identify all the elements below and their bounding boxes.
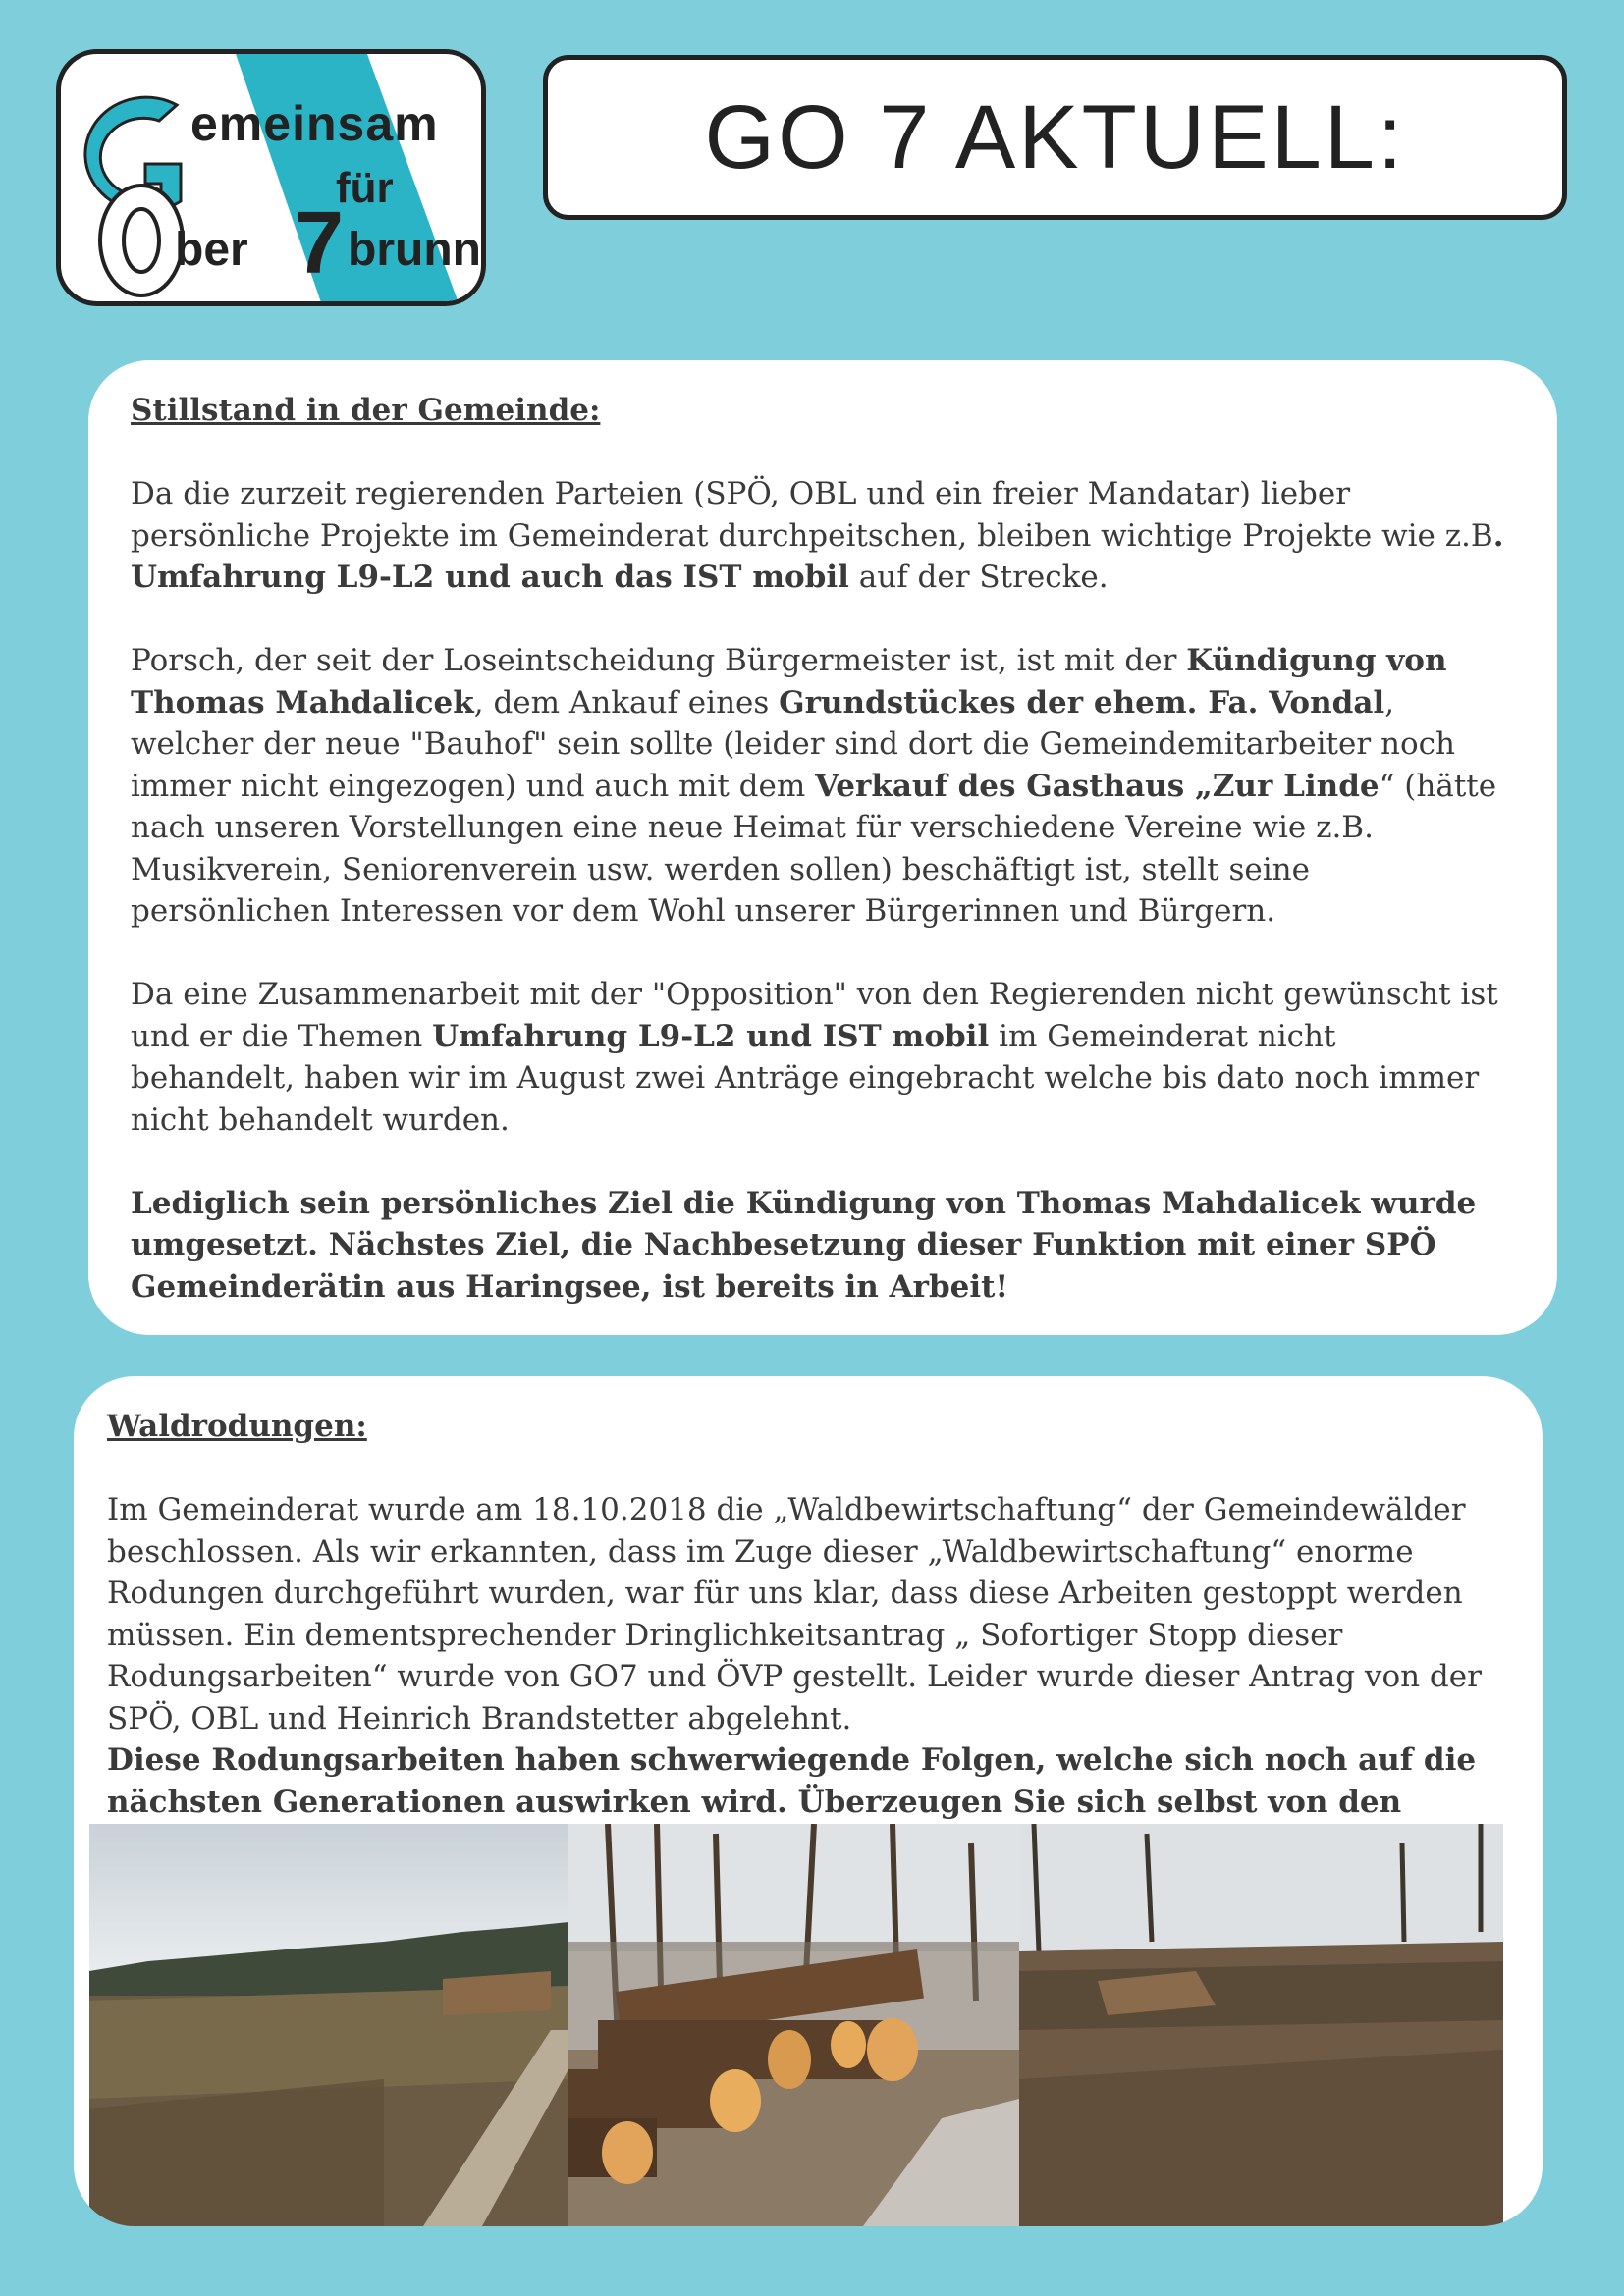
article-conclusion: Lediglich sein persönliches Ziel die Kündigung von Thomas Mahdalicek wurde umgesetzt. Nächstes Ziel, die Nachbesetzung dieser Funktion mit einer SPÖ Gemeinderätin aus Haringsee, ist bereits in Arbeit! (131, 1185, 1477, 1305)
article-paragraph: Porsch, der seit der Loseintscheidung Bürgermeister ist, ist mit der Kündigung von Thomas Mahdalicek, dem Ankauf eines Grundstückes der ehem. Fa. Vondal, welcher der neue "Bauhof" sein sollte (leider sind dort die Gemeindemitarbeiter noch immer nicht eingezogen) und auch mit dem Verkauf des Gasthaus „Zur Linde“ (hätte nach unseren Vorstellungen eine neue Heimat für verschiedene Vereine wie z.B. Musikverein, Seniorenverein usw. werden sollen) beschäftigt ist, stellt seine persönlichen Interessen vor dem Wohl unserer Bürgerinnen und Bürgern. (131, 643, 1497, 929)
article-waldrodungen (74, 1376, 1543, 2226)
article-paragraph: Da die zurzeit regierenden Parteien (SPÖ, OBL und ein freier Mandatar) lieber persönliche Projekte im Gemeinderat durchpeitschen, bleiben wichtige Projekte wie z.B. Umfahrung L9-L2 und auch das IST mobil auf der Strecke. (131, 476, 1504, 595)
page-title: GO 7 AKTUELL: (704, 86, 1406, 187)
logo (56, 49, 486, 306)
photo-strip (89, 1824, 1503, 2226)
photo-forest-path (89, 1824, 568, 2226)
article-conclusion: Diese Rodungsarbeiten haben schwerwiegende Folgen, welche sich noch auf die nächsten Generationen auswirken wird. Überzeugen Sie sich selbst von den (107, 1742, 1477, 1820)
article-paragraph: Da eine Zusammenarbeit mit der "Opposition" von den Regierenden nicht gewünscht ist und er die Themen Umfahrung L9-L2 und IST mobil im Gemeinderat nicht behandelt, haben wir im August zwei Anträge eingebracht welche bis dato noch immer nicht behandelt wurden. (131, 977, 1498, 1138)
article-heading: Stillstand in der Gemeinde: (131, 393, 601, 428)
logo-word-ber: ber (175, 224, 248, 276)
article-stillstand (88, 360, 1557, 1335)
logo-word-brunn: brunn (348, 224, 481, 276)
photo-log-pile (568, 1824, 1019, 2226)
title-banner (543, 55, 1567, 220)
logo-word-seven: 7 (295, 194, 345, 293)
logo-word-fuer: für (336, 164, 394, 212)
logo-word-gemeinsam: emeinsam (190, 96, 439, 151)
article-paragraph: Im Gemeinderat wurde am 18.10.2018 die „Waldbewirtschaftung“ der Gemeindewälder beschlossen. Als wir erkannten, dass im Zuge dieser „Waldbewirtschaftung“ enorme Rodungen durchgeführt wurden, war für uns klar, dass diese Arbeiten gestoppt werden müssen. Ein dementsprechender Dringlichkeitsantrag „ Sofortiger Stopp dieser Rodungsarbeiten“ wurde von GO7 und ÖVP gestellt. Leider wurde dieser Antrag von der SPÖ, OBL und Heinrich Brandstetter abgelehnt. (107, 1492, 1482, 1736)
photo-cleared-ground (1019, 1824, 1503, 2226)
article-heading: Waldrodungen: (107, 1409, 367, 1444)
